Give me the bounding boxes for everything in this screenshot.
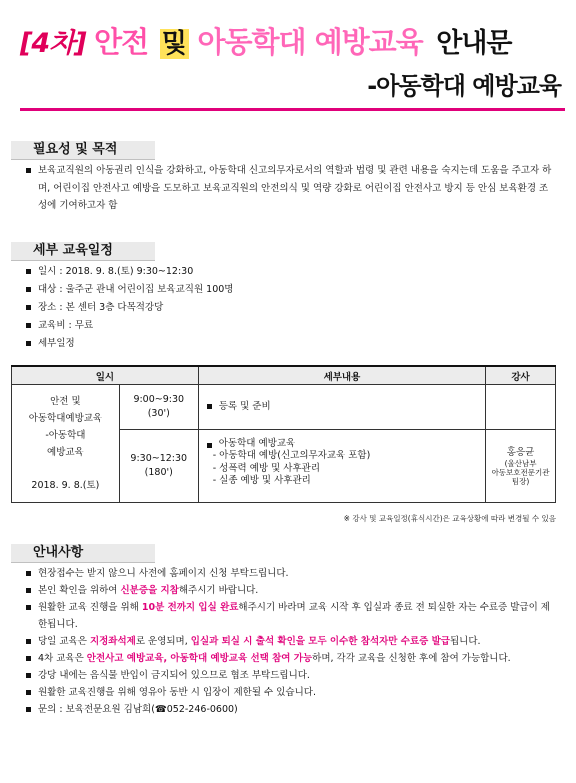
session-label-line: 안전 및: [50, 396, 81, 407]
notice-highlight: 신분증을 지참: [120, 585, 179, 596]
content-title: 아동학대 예방교육: [205, 437, 485, 450]
document-header: [20, 12, 565, 100]
schedule-item: 대상 : 울주군 관내 어린이집 보육교직원 100명: [24, 281, 556, 299]
title-tag: [4차]: [20, 28, 86, 59]
notice-item: [24, 650, 556, 667]
session-label-line: 아동학대예방교육: [28, 413, 103, 424]
speaker-cell: [486, 430, 556, 503]
schedule-item: 일시 : 2018. 9. 8.(토) 9:30~12:30: [24, 263, 556, 281]
subtitle: -아동학대 예방교육: [367, 72, 561, 100]
table-row: [12, 385, 556, 430]
section-notice-heading: 안내사항: [11, 544, 155, 563]
notice-text: 해주시기 바랍니다.: [178, 585, 259, 596]
content-title: 등록 및 준비: [205, 398, 485, 416]
notice-highlight: 안전사고 예방교육, 아동학대 예방교육 선택 참여 가능: [86, 653, 313, 664]
content-cell: [198, 430, 485, 503]
table-header-row: [12, 366, 556, 385]
purpose-list: [24, 162, 556, 215]
schedule-item: 교육비 : 무료: [24, 317, 556, 335]
content-subitem: - 성폭력 예방 및 사후관리: [212, 462, 321, 474]
notice-item: [24, 599, 556, 633]
section-purpose-heading: 필요성 및 목적: [11, 141, 155, 160]
schedule-item: 장소 : 본 센터 3층 다목적강당: [24, 299, 556, 317]
time-duration: (180'): [144, 467, 173, 478]
notice-text: 원활한 교육 진행을 위해: [38, 602, 142, 613]
title-part2: 아동학대 예방교육: [197, 25, 423, 59]
content-subitem: - 아동학대 예방(신고의무자교육 포함): [212, 450, 371, 461]
notice-highlight: 10분 전까지 입실 완료: [141, 602, 239, 613]
session-cell: [12, 385, 120, 503]
speaker-note-line: (울산남부: [504, 459, 537, 468]
notice-item: [24, 684, 556, 701]
notice-item: [24, 667, 556, 684]
notice-text: 로 운영되며,: [135, 636, 191, 647]
notice-item: [24, 565, 556, 582]
notice-item: [24, 701, 556, 718]
schedule-item: 세부일정: [24, 335, 556, 353]
speaker-note-line: 팀장): [511, 477, 530, 486]
section-schedule-heading: 세부 교육일정: [11, 242, 155, 261]
speaker-note-line: 아동보호전문기관: [491, 468, 550, 477]
session-label-line: -아동학대: [45, 430, 86, 441]
title-and: 및: [161, 29, 187, 59]
notice-highlight: 지정좌석제: [89, 636, 136, 647]
notice-item: [24, 582, 556, 599]
notice-item: [24, 633, 556, 650]
speaker-name: 홍응균: [506, 447, 535, 458]
content-cell: [198, 385, 485, 430]
session-date: 2018. 9. 8.(토): [31, 480, 100, 491]
content-subitem: - 실종 예방 및 사후관리: [212, 475, 311, 486]
table-header-cell: 일시: [12, 366, 199, 385]
notice-text: 당일 교육은: [38, 636, 90, 647]
time-range: 9:00~9:30: [133, 394, 185, 405]
notice-text: 본인 확인을 위하여: [38, 585, 121, 596]
session-label-line: 예방교육: [47, 447, 84, 458]
notice-list: [24, 565, 556, 718]
notice-text: 해주시기 바라며 교육 시작 후 입실과 종료 전 퇴실한 자는 수료증 발급이 제한됩니다.: [38, 602, 550, 630]
notice-highlight: 입실과 퇴실 시 출석 확인을 모두 이수한 참석자만 수료증 발급: [190, 636, 450, 647]
table-header-cell: 세부내용: [198, 366, 485, 385]
title-line: [20, 20, 512, 61]
notice-text: 4차 교육은: [38, 653, 87, 664]
table-header-cell: 강사: [486, 366, 556, 385]
time-duration: (30'): [147, 408, 170, 419]
notice-text: 강당 내에는 음식물 반입이 금지되어 있으므로 협조 부탁드립니다.: [38, 670, 310, 681]
title-part3: 안내문: [436, 28, 512, 59]
time-cell: [119, 430, 198, 503]
table-note: ※ 강사 및 교육일정(휴식시간)은 교육상황에 따라 변경될 수 있음: [343, 514, 556, 523]
notice-text: 문의 : 보육전문요원 김남희(☎052-246-0600): [38, 704, 238, 715]
time-cell: [119, 385, 198, 430]
title-part1: 안전: [94, 25, 149, 59]
notice-text: 현장접수는 받지 않으니 사전에 홈페이지 신청 부탁드립니다.: [38, 568, 289, 579]
time-range: 9:30~12:30: [130, 453, 188, 464]
speaker-cell: [486, 385, 556, 430]
notice-text: 됩니다.: [449, 636, 481, 647]
purpose-text: 보육교직원의 아동권리 인식을 강화하고, 아동학대 신고의무자로서의 역할과 법령 및 관련 내용을 숙지는데 도움을 주고자 하며, 어린이집 안전사고 예방을 도모하고 보육교직원의 안전의식 및 역량 강화로 어린이집 안전사고 방지 등 안심 보육환경 조성에 기여하고자 함: [24, 162, 556, 215]
schedule-list: [24, 263, 556, 353]
notice-text: 원활한 교육진행을 위해 영유아 동반 시 입장이 제한될 수 있습니다.: [38, 687, 316, 698]
schedule-table: [11, 365, 556, 503]
notice-text: 하며, 각각 교육을 신청한 후에 참여 가능합니다.: [312, 653, 511, 664]
header-divider: [20, 108, 565, 111]
